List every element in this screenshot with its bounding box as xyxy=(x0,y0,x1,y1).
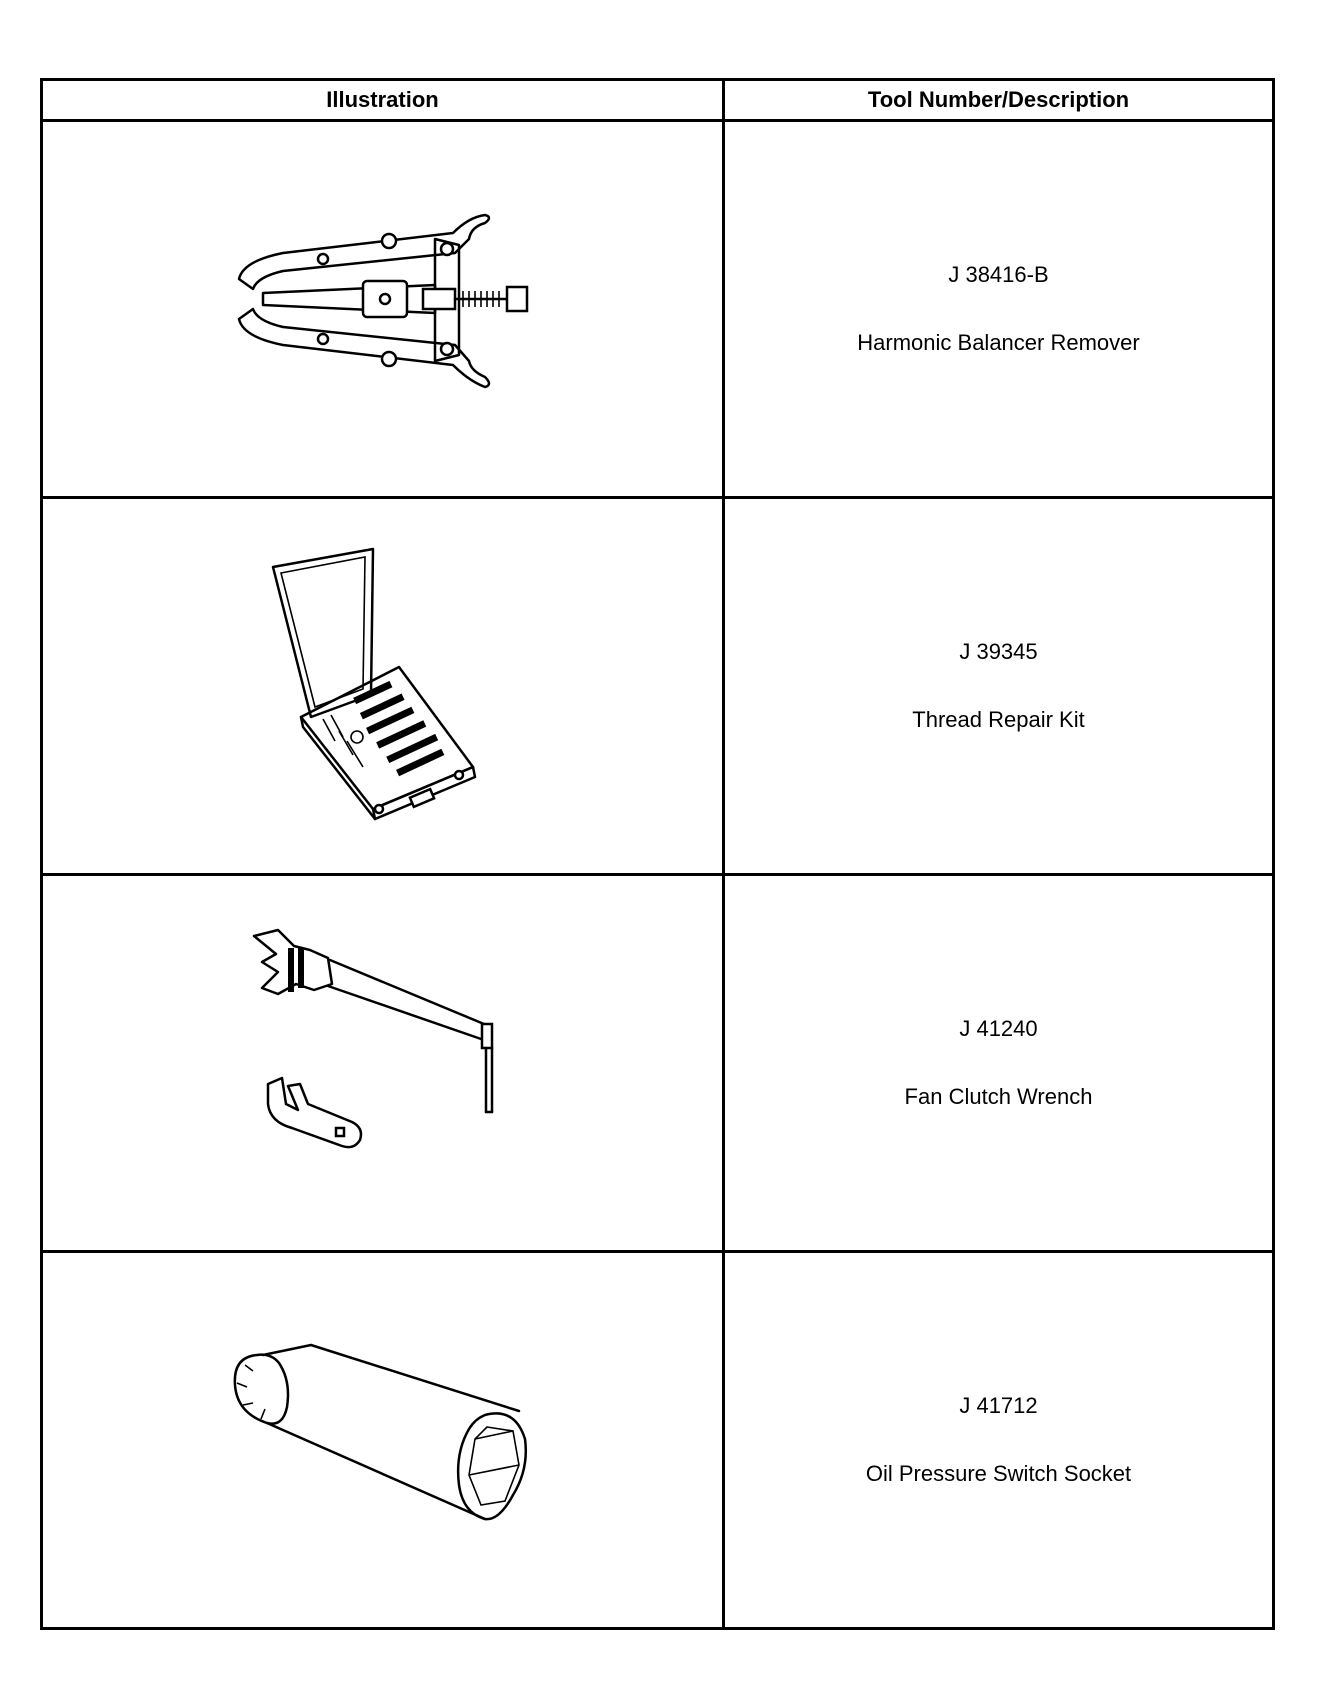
table-row xyxy=(42,498,1274,875)
table-row xyxy=(42,875,1274,1252)
tool-description: Fan Clutch Wrench xyxy=(904,1084,1093,1109)
tool-description: Oil Pressure Switch Socket xyxy=(865,1461,1132,1486)
illustration-header: Illustration xyxy=(42,80,724,121)
illustration-cell xyxy=(42,121,724,498)
thread-repair-kit-case-illustration xyxy=(253,541,513,831)
description-cell xyxy=(724,875,1274,1252)
tool-description: Harmonic Balancer Remover xyxy=(857,330,1140,355)
oil-pressure-socket-illustration xyxy=(223,1335,543,1545)
tool-description: Thread Repair Kit xyxy=(912,707,1085,732)
tool-number: J 39345 xyxy=(959,639,1038,664)
header-row xyxy=(42,80,1274,121)
table-row xyxy=(42,1252,1274,1629)
table-row xyxy=(42,121,1274,498)
description-cell xyxy=(724,1252,1274,1629)
description-cell xyxy=(724,121,1274,498)
illustration-cell xyxy=(42,498,724,875)
tool-number: J 41240 xyxy=(959,1016,1038,1041)
tool-number: J 41712 xyxy=(959,1393,1038,1418)
tool-description-header: Tool Number/Description xyxy=(724,80,1274,121)
fan-clutch-wrench-illustration xyxy=(248,928,518,1198)
description-cell xyxy=(724,498,1274,875)
illustration-cell xyxy=(42,1252,724,1629)
special-tools-table xyxy=(40,78,1275,1630)
tool-number: J 38416-B xyxy=(948,262,1049,287)
illustration-cell xyxy=(42,875,724,1252)
gear-puller-illustration xyxy=(223,209,543,409)
